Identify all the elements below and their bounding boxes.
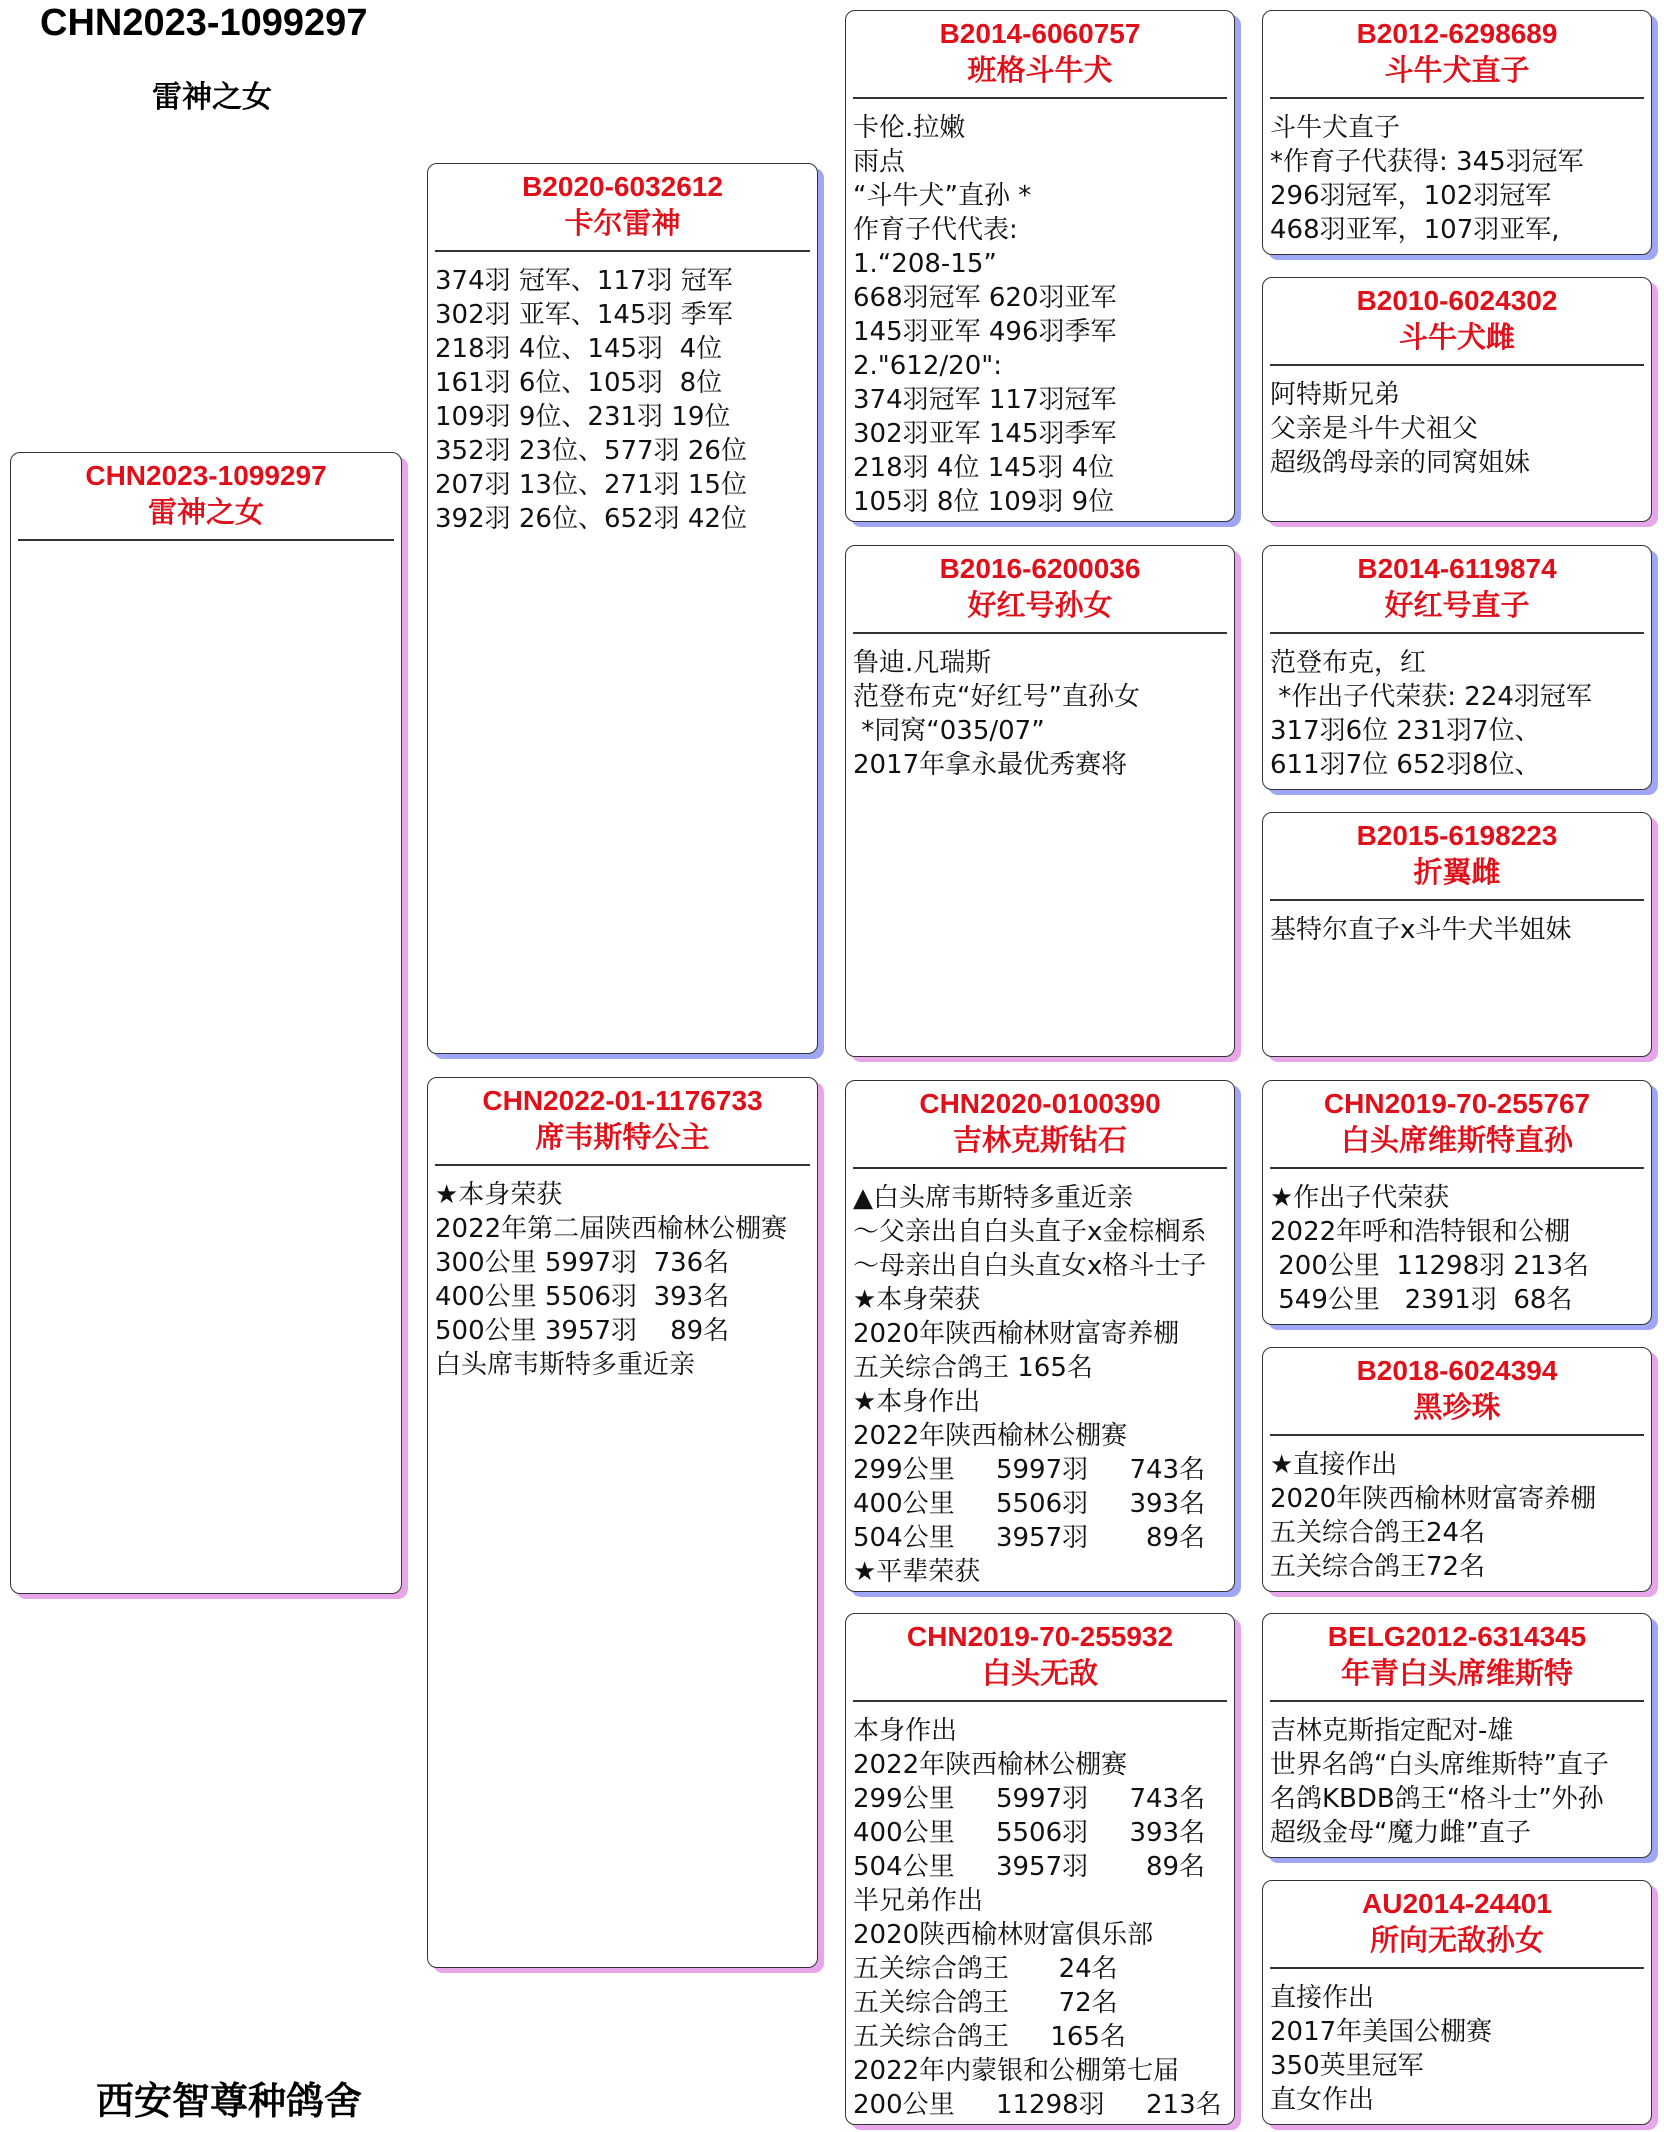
card-name: 白头席维斯特直孙	[1340, 1123, 1573, 1157]
note-line: 范登布克，红	[1270, 648, 1427, 678]
card-name: 好红号孙女	[967, 588, 1113, 622]
sire-card	[427, 163, 818, 1054]
note-line: *同窝“035/07”	[853, 716, 1045, 746]
note-line: 斗牛犬直子	[1270, 113, 1401, 143]
card-notes	[1263, 1436, 1651, 1584]
card-ring-id: BELG2012-6314345	[1327, 1621, 1587, 1652]
card-notes	[846, 1702, 1234, 2122]
ggp-card-6	[1262, 1347, 1652, 1592]
ggp-card-1	[1262, 10, 1652, 255]
note-line: 200公里 11298羽 213名	[1270, 1251, 1590, 1281]
note-line: 302羽亚军 145羽季军	[853, 419, 1117, 449]
card-ring-id: AU2014-24401	[1362, 1888, 1552, 1919]
note-line: 207羽 13位、271羽 15位	[435, 470, 747, 500]
header-pigeon-id: CHN2023-1099297	[40, 2, 368, 44]
note-line: 超级金母“魔力雌”直子	[1270, 1818, 1531, 1848]
card-ring-id: B2018-6024394	[1356, 1355, 1558, 1386]
note-line: ★本身荣获	[853, 1285, 981, 1315]
note-line: 400公里 5506羽 393名	[853, 1818, 1206, 1848]
card-ring-id: B2015-6198223	[1356, 820, 1558, 851]
card-ring-id: CHN2023-1099297	[85, 460, 327, 491]
note-line: 2017年美国公棚赛	[1270, 2017, 1493, 2047]
note-line: 五关综合鸽王 72名	[853, 1988, 1118, 2018]
dam-dam-card	[845, 1613, 1235, 2125]
note-line: ▲白头席韦斯特多重近亲	[853, 1183, 1133, 1213]
card-name: 雷神之女	[147, 495, 264, 529]
note-line: 父亲是斗牛犬祖父	[1270, 414, 1479, 444]
card-ring-id: CHN2022-01-1176733	[482, 1085, 763, 1116]
card-notes	[1263, 1969, 1651, 2117]
card-ring-id: B2016-6200036	[939, 553, 1141, 584]
note-line: 2022年呼和浩特银和公棚	[1270, 1217, 1571, 1247]
note-line: 2017年拿永最优秀赛将	[853, 750, 1128, 780]
note-line: 名鸽KBDB鸽王“格斗士”外孙	[1270, 1784, 1604, 1814]
note-line: ★作出子代荣获	[1270, 1183, 1450, 1213]
ggp-card-5	[1262, 1080, 1652, 1325]
card-name: 斗牛犬直子	[1384, 53, 1530, 87]
note-line: 本身作出	[853, 1716, 958, 1746]
card-notes	[1263, 99, 1651, 247]
note-line: 吉林克斯指定配对-雄	[1270, 1716, 1514, 1746]
note-line: 299公里 5997羽 743名	[853, 1455, 1206, 1485]
card-ring-id: CHN2020-0100390	[919, 1088, 1161, 1119]
note-line: 1.“208-15”	[853, 249, 997, 279]
note-line: 五关综合鸽王 165名	[853, 1353, 1093, 1383]
card-ring-id: B2012-6298689	[1356, 18, 1558, 49]
card-notes	[428, 252, 817, 536]
note-line: 161羽 6位、105羽 8位	[435, 368, 723, 398]
note-line: ★直接作出	[1270, 1450, 1398, 1480]
note-line: 阿特斯兄弟	[1270, 380, 1401, 410]
header-pigeon-name: 雷神之女	[152, 80, 272, 115]
card-ring-id: B2014-6119874	[1357, 553, 1557, 584]
card-ring-id: B2010-6024302	[1356, 285, 1558, 316]
note-line: 白头席韦斯特多重近亲	[435, 1350, 696, 1380]
note-line: 超级鸽母亲的同窝姐妹	[1270, 448, 1531, 478]
note-line: ★平辈荣获	[853, 1557, 981, 1587]
ggp-card-3	[1262, 545, 1652, 790]
note-line: 2022年第二届陕西榆林公棚赛	[435, 1214, 788, 1244]
card-name: 黑珍珠	[1413, 1390, 1501, 1424]
card-name: 好红号直子	[1384, 588, 1530, 622]
note-line: 400公里 5506羽 393名	[853, 1489, 1206, 1519]
note-line: 直接作出	[1270, 1983, 1375, 2013]
card-notes	[1263, 1702, 1651, 1850]
note-line: 302羽 亚军、145羽 季军	[435, 300, 733, 330]
ggp-card-7	[1262, 1613, 1652, 1858]
note-line: 611羽7位 652羽8位、	[1270, 750, 1541, 780]
note-line: 500公里 3957羽 89名	[435, 1316, 730, 1346]
card-name: 卡尔雷神	[564, 206, 681, 240]
card-name: 斗牛犬雌	[1398, 320, 1515, 354]
card-notes	[1263, 901, 1651, 947]
note-line: 半兄弟作出	[853, 1886, 984, 1916]
card-name: 班格斗牛犬	[967, 53, 1113, 87]
note-line: 296羽冠军，102羽冠军	[1270, 181, 1552, 211]
note-line: 世界名鸽“白头席维斯特”直子	[1270, 1750, 1609, 1780]
card-notes	[846, 1169, 1234, 1589]
card-name: 年青白头席维斯特	[1340, 1656, 1573, 1690]
note-line: 374羽 冠军、117羽 冠军	[435, 266, 733, 296]
note-line: 504公里 3957羽 89名	[853, 1523, 1206, 1553]
note-line: 200公里 11298羽 213名	[853, 2090, 1222, 2120]
card-ring-id: B2020-6032612	[522, 171, 723, 202]
note-line: 2020陕西榆林财富俱乐部	[853, 1920, 1154, 1950]
card-notes	[1263, 634, 1651, 782]
note-line: 300公里 5997羽 736名	[435, 1248, 730, 1278]
subject-card	[10, 452, 402, 1594]
note-line: 350英里冠军	[1270, 2051, 1424, 2081]
note-line: 五关综合鸽王 165名	[853, 2022, 1126, 2052]
note-line: 范登布克“好红号”直孙女	[853, 682, 1140, 712]
card-ring-id: CHN2019-70-255932	[906, 1621, 1174, 1652]
dam-card	[427, 1077, 818, 1968]
card-notes	[428, 1166, 817, 1382]
note-line: 雨点	[853, 147, 906, 177]
sire-dam-card	[845, 545, 1235, 1057]
note-line: 504公里 3957羽 89名	[853, 1852, 1206, 1882]
note-line: 2020年陕西榆林财富寄养棚	[853, 1319, 1180, 1349]
note-line: 299公里 5997羽 743名	[853, 1784, 1206, 1814]
card-notes	[1263, 366, 1651, 480]
note-line: ★本身荣获	[435, 1180, 563, 1210]
note-line: 五关综合鸽王24名	[1270, 1518, 1486, 1548]
sire-sire-card	[845, 10, 1235, 522]
card-name: 折翼雌	[1413, 855, 1501, 889]
note-line: 145羽亚军 496羽季军	[853, 317, 1117, 347]
note-line: 218羽 4位 145羽 4位	[853, 453, 1115, 483]
loft-name: 西安智尊种鸽舍	[96, 2079, 363, 2123]
card-name: 吉林克斯钻石	[952, 1123, 1127, 1157]
note-line: 352羽 23位、577羽 26位	[435, 436, 747, 466]
note-line: 五关综合鸽王72名	[1270, 1552, 1486, 1582]
note-line: 五关综合鸽王 24名	[853, 1954, 1118, 1984]
note-line: 109羽 9位、231羽 19位	[435, 402, 731, 432]
note-line: 374羽冠军 117羽冠军	[853, 385, 1117, 415]
note-line: 668羽冠军 620羽亚军	[853, 283, 1117, 313]
note-line: 作育子代代表:	[853, 215, 1018, 245]
note-line: 基特尔直子x斗牛犬半姐妹	[1270, 915, 1572, 945]
note-line: 2."612/20":	[853, 351, 1002, 381]
card-notes	[846, 634, 1234, 782]
note-line: 317羽6位 231羽7位、	[1270, 716, 1541, 746]
note-line: 直女作出	[1270, 2085, 1375, 2115]
note-line: 鲁迪.凡瑞斯	[853, 648, 992, 678]
note-line: 105羽 8位 109羽 9位	[853, 487, 1115, 517]
note-line: 2022年陕西榆林公棚赛	[853, 1750, 1128, 1780]
note-line: 549公里 2391羽 68名	[1270, 1285, 1573, 1315]
card-name: 白头无敌	[981, 1656, 1098, 1690]
note-line: 卡伦.拉嫩	[853, 113, 966, 143]
card-notes	[1263, 1169, 1651, 1317]
ggp-card-8	[1262, 1880, 1652, 2125]
card-notes	[11, 541, 401, 553]
note-line: 2022年内蒙银和公棚第七届	[853, 2056, 1180, 2086]
ggp-card-2	[1262, 277, 1652, 522]
card-name: 所向无敌孙女	[1369, 1923, 1544, 1957]
note-line: ～父亲出自白头直子x金棕榈系	[853, 1217, 1207, 1247]
note-line: 2022年陕西榆林公棚赛	[853, 1421, 1128, 1451]
card-notes	[846, 99, 1234, 519]
card-name: 席韦斯特公主	[535, 1120, 710, 1154]
note-line: “斗牛犬”直孙 *	[853, 181, 1032, 211]
note-line: 218羽 4位、145羽 4位	[435, 334, 723, 364]
note-line: 392羽 26位、652羽 42位	[435, 504, 747, 534]
note-line: *作出子代荣获: 224羽冠军	[1270, 682, 1592, 712]
note-line: 400公里 5506羽 393名	[435, 1282, 730, 1312]
ggp-card-4	[1262, 812, 1652, 1057]
card-ring-id: CHN2019-70-255767	[1323, 1088, 1591, 1119]
note-line: 468羽亚军，107羽亚军,	[1270, 215, 1560, 245]
dam-sire-card	[845, 1080, 1235, 1592]
note-line: ～母亲出自白头直女x格斗士子	[853, 1251, 1207, 1281]
note-line: *作育子代获得: 345羽冠军	[1270, 147, 1584, 177]
note-line: ★本身作出	[853, 1387, 981, 1417]
card-ring-id: B2014-6060757	[939, 18, 1141, 49]
note-line: 2020年陕西榆林财富寄养棚	[1270, 1484, 1597, 1514]
